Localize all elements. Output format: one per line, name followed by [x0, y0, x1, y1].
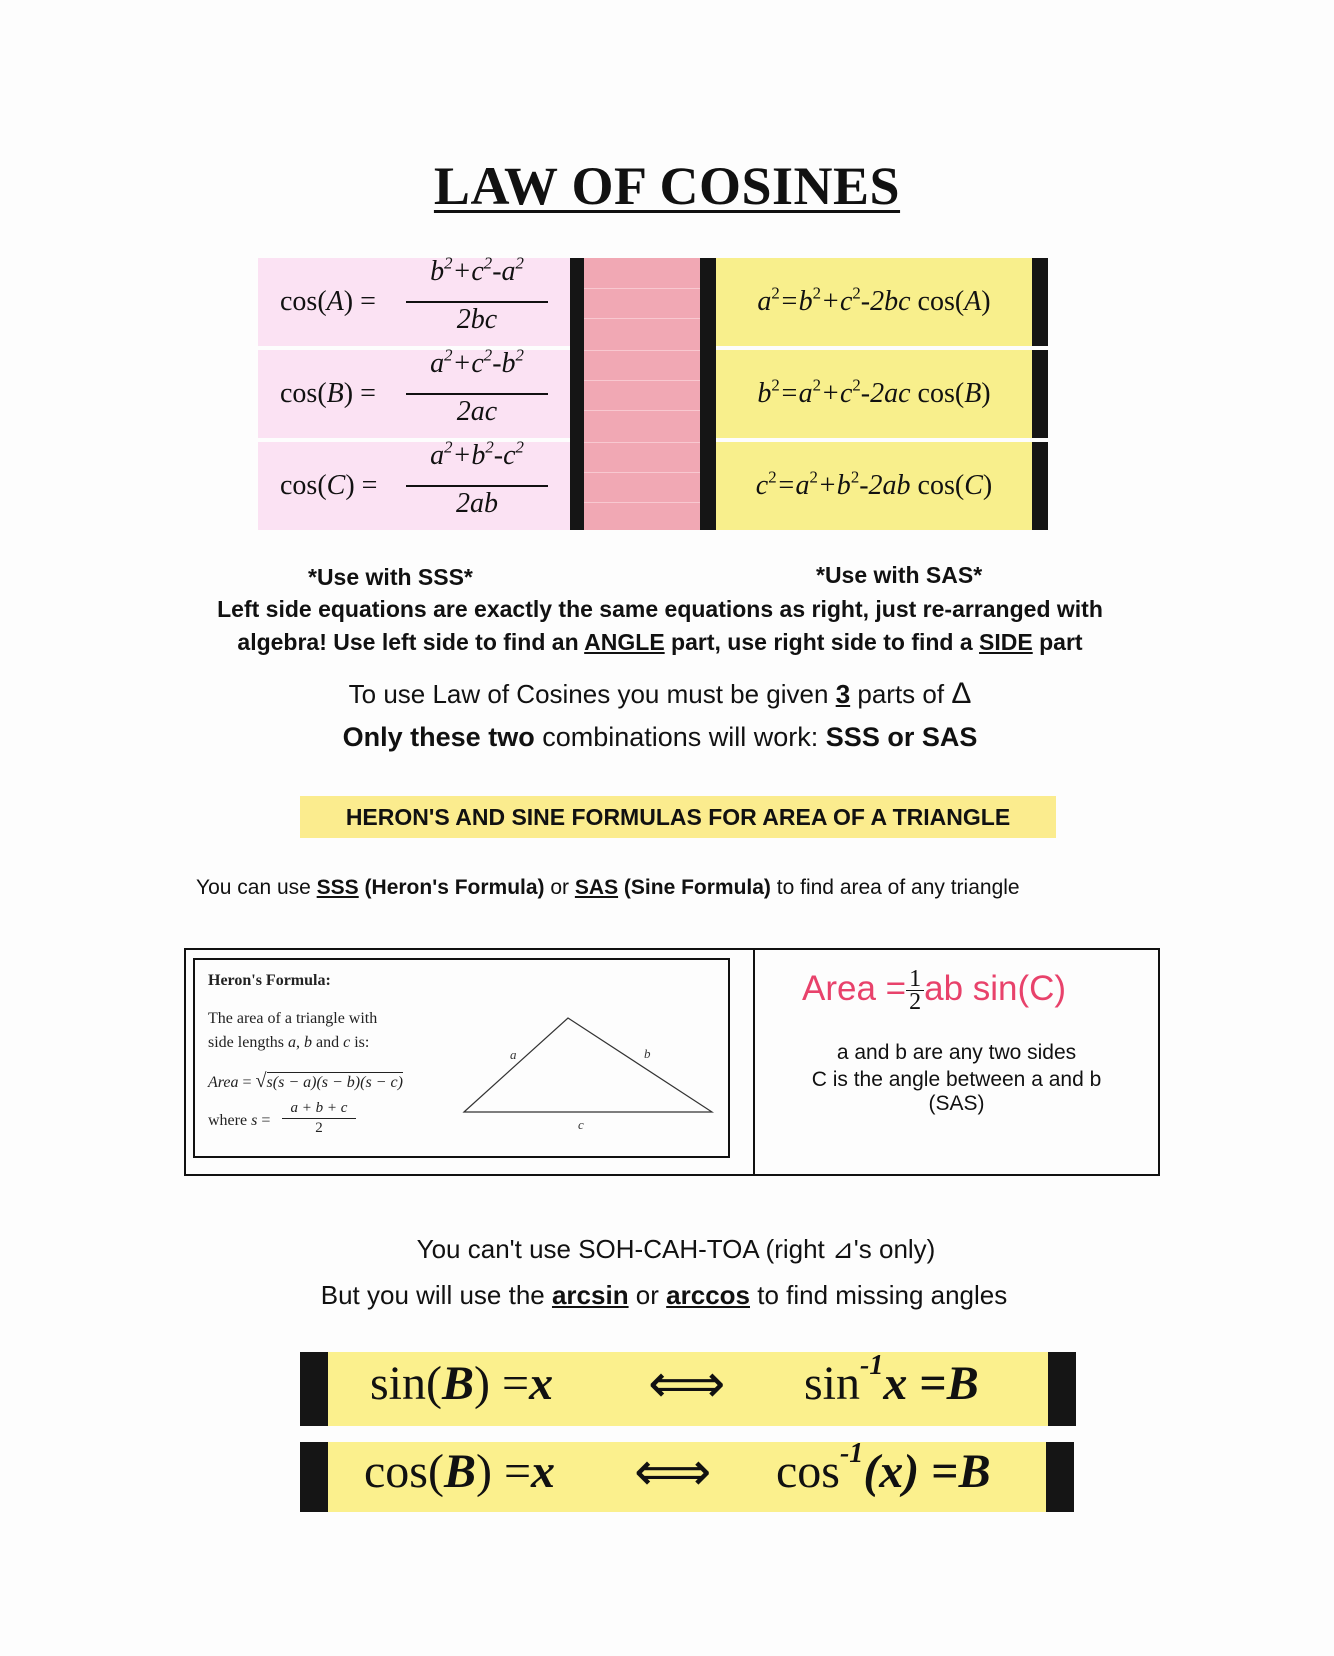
row-bar: [1032, 350, 1048, 438]
side-formula-b: $b^2=a^2+c^2-2ac$ cos(B): [757, 375, 991, 409]
use-sss-label: *Use with SSS*: [308, 564, 473, 590]
triangle-diagram: [460, 1010, 720, 1132]
tri-label-c: c: [578, 1117, 584, 1132]
trig-bar-right: [1046, 1442, 1074, 1512]
row-bar: [1032, 258, 1048, 346]
trig-bar-left: [300, 1442, 328, 1512]
double-arrow-icon: ⟺: [634, 1442, 712, 1502]
row-bar: [1032, 442, 1048, 530]
middle-pink-column: [584, 258, 700, 530]
divider-bar: [700, 258, 716, 530]
arccos-equation: $\cos^{-1}(x) =B$: [776, 1437, 991, 1498]
heron-s-fraction: a + b + c 2: [282, 1100, 356, 1137]
heron-title: Heron's Formula:: [208, 972, 331, 989]
soh-cah-toa-line: You can't use SOH-CAH-TOA (right ⊿'s only): [416, 1234, 936, 1264]
arcsin-equation: $\sin^{-1}x =B$: [804, 1349, 979, 1410]
sine-area-notes: a and b are any two sides C is the angle between a and b (SAS): [811, 1041, 1102, 1115]
heron-s-label: where s =: [208, 1112, 271, 1129]
heron-area-formula: Area = √s(s − a)(s − b)(s − c): [208, 1070, 403, 1092]
combinations-line: Only these two combinations will work: SSS or SAS: [342, 722, 978, 752]
sine-area-formula: Area = $\frac{1}{2}$ ab sin(C): [802, 966, 1067, 1015]
triangle-icon: Δ: [951, 677, 972, 710]
sin-equation: sin(B) =x: [370, 1357, 554, 1410]
side-formula-a: $a^2=b^2+c^2-2bc$ cos(A): [757, 283, 991, 317]
heron-banner: HERON'S AND SINE FORMULAS FOR AREA OF A TRIANGLE: [300, 796, 1056, 838]
cos-equation: cos(B) =x: [364, 1445, 556, 1498]
area-methods-line: You can use SSS (Heron's Formula) or SAS (Sine Formula) to find area of any triangle: [196, 876, 1020, 899]
tri-label-b: b: [644, 1046, 651, 1061]
use-sas-label: *Use with SAS*: [816, 562, 983, 588]
note-line-2: algebra! Use left side to find an ANGLE part, use right side to find a SIDE part: [237, 629, 1083, 655]
tri-label-a: a: [510, 1047, 517, 1062]
note-line-1: Left side equations are exactly the same equations as right, just re-arranged with: [217, 596, 1103, 622]
side-formula-c: $c^2=a^2+b^2-2ab$ cos(C): [755, 467, 993, 501]
double-arrow-icon: ⟺: [648, 1354, 726, 1414]
right-triangle-icon: ⊿: [832, 1234, 854, 1264]
trig-bar-left: [300, 1352, 328, 1426]
given-parts-line: To use Law of Cosines you must be given 3 parts of Δ: [348, 677, 972, 710]
trig-bar-right: [1048, 1352, 1076, 1426]
arcsin-arccos-line: But you will use the arcsin or arccos to find missing angles: [320, 1280, 1008, 1310]
heron-desc-1: The area of a triangle with: [208, 1010, 378, 1027]
page-title: LAW OF COSINES: [433, 156, 901, 216]
heron-desc-2: side lengths a, b and c is:: [208, 1034, 370, 1051]
